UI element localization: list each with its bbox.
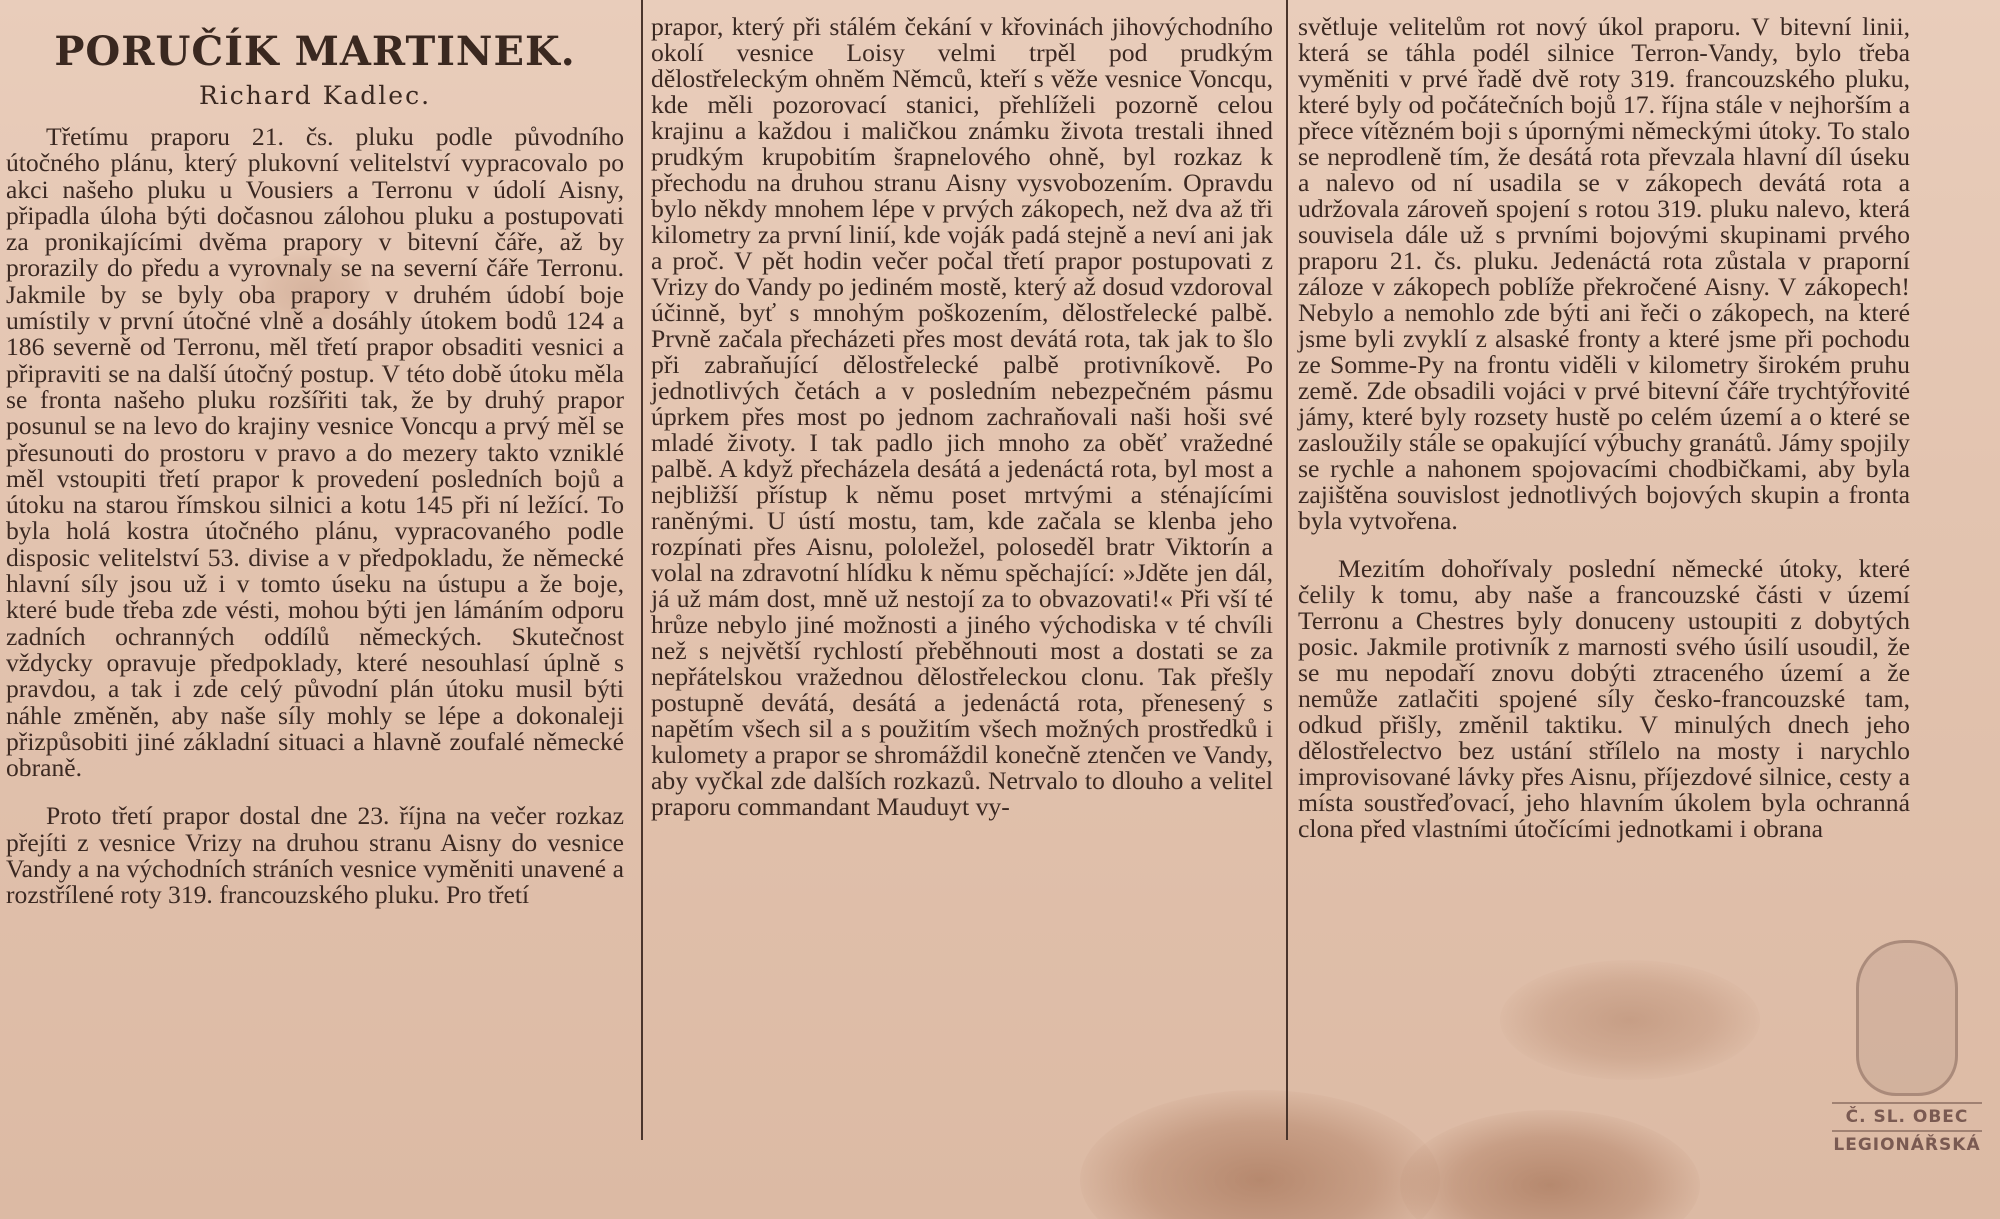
article-column-2 <box>645 0 1285 1219</box>
paragraph: světluje velitelům rot nový úkol praporu. V bitevní linii, která se táhla podél silnice Terron-Vandy, bylo třeba vyměniti v prvé řadě dvě roty 319. francouzského pluku, které byly od počátečních bojů 17. října stále v nejhorším a přece vítězném boji s úpornými německými útoky. To stalo se neprodleně tím, že desátá rota převzala hlavní díl úseku a nalevo od ní usadila se v zákopech devátá rota a udržovala zároveň spojení s rotou 319. pluku nalevo, která souvisela dále už s prvními bojovými skupinami prvého praporu 21. čs. pluku. Jedenáctá rota zůstala v praporní záloze v zákopech poblíže překročené Aisny. V zákopech! Nebylo a nemohlo zde býti ani řeči o zákopech, na které jsme byli zvyklí z alsaské fronty a které jsme při pochodu ze Somme-Py na frontu viděli v kilometry širokém pruhu země. Zde obsadili vojáci v prvé bitevní čáře trychtýřovité jámy, které byly rozsety hustě po celém území a o které se zasloužily stále se opakující výbuchy granátů. Jámy spojily se rychle a nahonem spojovacími chodbičkami, aby byla zajištěna souvislost jednotlivých bojových skupin a fronta byla vytvořena. <box>1298 12 1910 535</box>
column-rule <box>1286 0 1288 1140</box>
paragraph: Proto třetí prapor dostal dne 23. října na večer rozkaz přejíti z vesnice Vrizy na druhou stranu Aisny do vesnice Vandy a na východních stráních vesnice vyměniti unavené a rozstřílené roty 319. francouzského pluku. Pro třetí <box>6 801 624 910</box>
article-title: PORUČÍK MARTINEK. <box>54 28 576 75</box>
archive-stamp <box>1832 940 1982 1190</box>
paragraph: Třetímu praporu 21. čs. pluku podle původního útočného plánu, který plukovní velitelství vypracovalo po akci našeho pluku u Vousiers a Terronu v údolí Aisny, připadla úloha býti dočasnou zálohou pluku a postupovati za pronikajícími dvěma prapory v bitevní čáře, až by prorazily do předu a vyrovnaly se na severní čáře Terronu. Jakmile by se byly oba prapory v druhém údobí boje umístily v první útočné vlně a dosáhly útokem bodů 124 a 186 severně od Terronu, měl třetí prapor obsaditi vesnici a připraviti se na další útočný postup. V této době útoku měla se fronta našeho pluku rozšířiti tak, že by druhý prapor posunul se na levo do krajiny vesnice Voncqu a prvý měl se přesunouti do prostoru v pravo a do mezery takto vzniklé měl vstoupiti třetí prapor k provedení posledních bojů a útoku na starou římskou silnici a kotu 145 při ní ležící. To byla holá kostra útočného plánu, vypracovaného podle disposic velitelství 53. divise a v předpokladu, že německé hlavní síly jsou už i v tomto úseku na ústupu a že boje, které bude třeba zde vésti, mohou býti jen lámáním odporu zadních ochranných oddílů německých. Skutečnost vždycky opravuje předpoklady, které nesouhlasí úplně s pravdou, a tak i zde celý původní plán útoku musil býti náhle změněn, aby naše síly mohly se lépe a dokonaleji přizpůsobiti jiné základní situaci a hlavně zoufalé německé obraně. <box>6 122 624 783</box>
article-column-3 <box>1290 0 1920 1219</box>
paragraph: Mezitím dohořívaly poslední německé útoky, které čelily k tomu, aby naše a francouzské části v území Terronu a Chestres byly donuceny ustoupiti z dobytých posic. Jakmile protivník z marnosti svého úsilí usoudil, že se mu nepodaří znovu dobýti ztraceného území a že nemůže zatlačiti spojené síly česko-francouzské tam, odkud přišly, změnil taktiku. V minulých dnech jeho dělostřelectvo bez ustání střílelo na mosty i narychlo improvisované lávky přes Aisnu, příjezdové silnice, cesty a místa soustřeďovací, jeho hlavním úkolem byla ochranná clona před vlastními útočícími jednotkami i obrana <box>1298 554 1910 843</box>
article-column-1 <box>0 0 640 1219</box>
paragraph: prapor, který při stálém čekání v křovinách jihovýchodního okolí vesnice Loisy velmi trpěl pod prudkým dělostřeleckým ohněm Němců, kteří s věže vesnice Voncqu, kde měli pozorovací stanici, přehlíželi pozorně celou krajinu a každou i maličkou známku života trestali ihned prudkým krupobitím šrapnelového ohně, byl rozkaz k přechodu na druhou stranu Aisny vysvobozením. Opravdu bylo někdy mnohem lépe v prvých zákopech, než dva až tři kilometry za první linií, kde voják padá stejně a neví ani jak a proč. V pět hodin večer počal třetí prapor postupovati z Vrizy do Vandy po jediném mostě, který až dosud vzdoroval účinně, byť s mnohým poškozením, dělostřelecké palbě. Prvně začala přecházeti přes most devátá rota, tak jak to šlo při zabraňující dělostřelecké palbě protivníkově. Po jednotlivých četách a v posledním nebezpečném pásmu úprkem přes most po jednom zachraňovali naši hoši své mladé životy. I tak padlo jich mnoho za oběť vražedné palbě. A když přecházela desátá a jedenáctá rota, byl most a nejbližší přístup k němu poset mrtvými a sténajícími raněnými. U ústí mostu, tam, kde začala se klenba jeho rozpínati přes Aisnu, pololežel, poloseděl bratr Viktorín a volal na zdravotní hlídku k němu spěchající: »Jděte jen dál, já už mám dost, mně už nestojí za to obvazovati!« Při vší té hrůze nebylo jiné možnosti a jiného východiska v té chvíli než s největší rychlostí přeběhnouti most a dostati se za nepřátelskou vražednou dělostřeleckou clonu. Tak přešly postupně devátá, desátá a jedenáctá rota, přenesený s napětím všech sil a s použitím všech možných prostředků i kulomety a prapor se shromáždil konečně ztenčen ve Vandy, aby vyčkal zde dalších rozkazů. Netrvalo to dlouho a velitel praporu commandant Mauduyt vy- <box>651 12 1273 821</box>
emblem-icon <box>1856 940 1958 1096</box>
stamp-line-1: Č. SL. OBEC <box>1832 1102 1982 1130</box>
stamp-line-2: LEGIONÁŘSKÁ <box>1832 1130 1982 1158</box>
article-author: Richard Kadlec. <box>198 81 432 110</box>
column-rule <box>641 0 643 1140</box>
